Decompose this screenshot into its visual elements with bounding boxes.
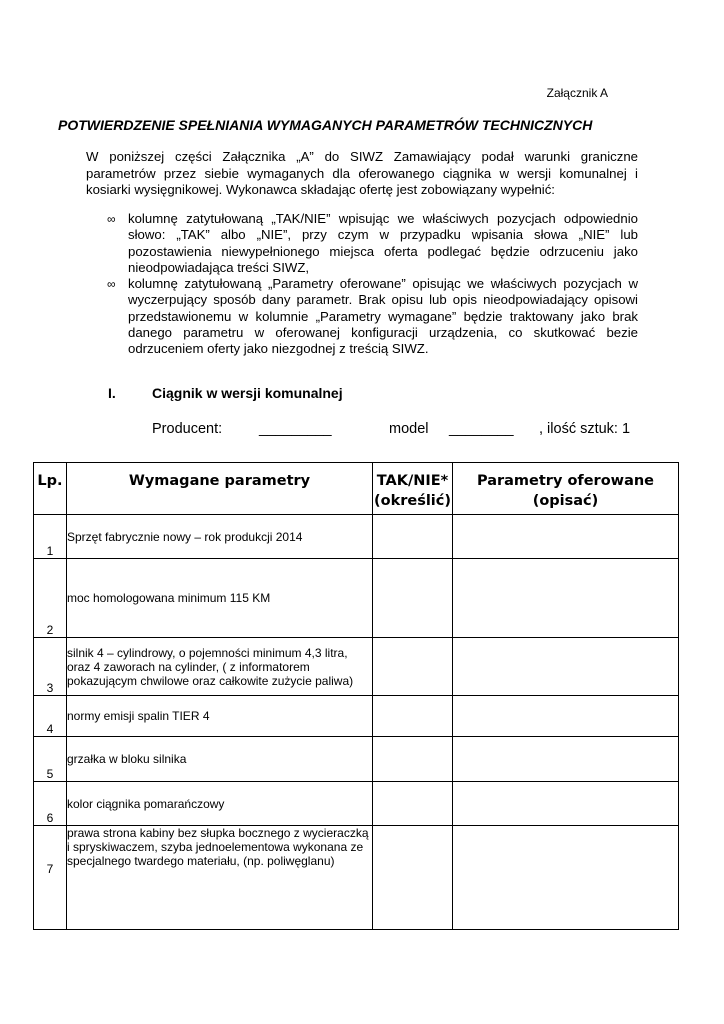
tak-nie-cell[interactable] bbox=[373, 737, 453, 782]
offered-param-cell[interactable] bbox=[453, 737, 679, 782]
required-param: grzałka w bloku silnika bbox=[67, 737, 373, 782]
tak-nie-cell[interactable] bbox=[373, 782, 453, 826]
table-row bbox=[34, 737, 679, 782]
list-item bbox=[107, 211, 638, 276]
table-row bbox=[34, 638, 679, 696]
infinity-bullet-icon: ∞ bbox=[107, 277, 116, 292]
row-number: 3 bbox=[34, 638, 67, 696]
row-number: 1 bbox=[34, 515, 67, 559]
table-header-row bbox=[34, 463, 679, 515]
producer-label: Producent: bbox=[152, 421, 223, 437]
offered-param-cell[interactable] bbox=[453, 782, 679, 826]
table-row bbox=[34, 826, 679, 930]
producer-field[interactable]: _________ bbox=[259, 421, 332, 437]
row-number: 6 bbox=[34, 782, 67, 826]
instruction-list bbox=[107, 211, 638, 358]
tak-nie-cell[interactable] bbox=[373, 638, 453, 696]
annex-label: Załącznik A bbox=[546, 86, 608, 100]
tak-nie-cell[interactable] bbox=[373, 559, 453, 638]
offered-param-cell[interactable] bbox=[453, 515, 679, 559]
quantity-label: , ilość sztuk: 1 bbox=[539, 421, 631, 437]
table-row bbox=[34, 696, 679, 737]
tak-nie-cell[interactable] bbox=[373, 826, 453, 930]
required-param: silnik 4 – cylindrowy, o pojemności minimum 4,3 litra, oraz 4 zaworach na cylinder, ( z informatorem pokazującym chwilowe oraz całkowite zużycie paliwa) bbox=[67, 638, 373, 696]
offered-param-cell[interactable] bbox=[453, 696, 679, 737]
section-number: I. bbox=[108, 385, 116, 401]
required-param: normy emisji spalin TIER 4 bbox=[67, 696, 373, 737]
list-item bbox=[107, 276, 638, 357]
header-lp: Lp. bbox=[34, 463, 67, 515]
model-label: model bbox=[389, 421, 429, 437]
bullet-text: kolumnę zatytułowaną „TAK/NIE” wpisując we właściwych pozycjach odpowiednio słowo: „TAK” albo „NIE”, przy czym w przypadku wpisania słowa „NIE” lub pozostawienia niewypełnionego miejsca oferta podlegać będzie odrzuceniu jako nieodpowiadająca treści SIWZ, bbox=[128, 211, 638, 275]
offered-param-cell[interactable] bbox=[453, 826, 679, 930]
producer-row bbox=[152, 421, 652, 441]
intro-paragraph: W poniższej części Załącznika „A” do SIWZ Zamawiający podał warunki graniczne parametrów przez siebie wymaganych dla oferowanego ciągnika w wersji komunalnej i kosiarki wysięgnikowej. Wykonawca składając ofertę jest zobowiązany wypełnić: bbox=[86, 149, 638, 197]
row-number: 4 bbox=[34, 696, 67, 737]
bullet-text: kolumnę zatytułowaną „Parametry oferowane” opisując we właściwych pozycjach w wyczerpujący sposób dany parametr. Brak opisu lub opis nieodpowiadający opisowi przedstawionemu w kolumnie „Parametry wymagane” będzie traktowany jako brak danego parametru w oferowanej konfiguracji urządzenia, co skutkować bezie odrzuceniem oferty jako niezgodnej z treścią SIWZ. bbox=[128, 276, 638, 357]
parameters-table bbox=[33, 462, 679, 930]
document-title: POTWIERDZENIE SPEŁNIANIA WYMAGANYCH PARAMETRÓW TECHNICZNYCH bbox=[58, 117, 593, 133]
required-param: moc homologowana minimum 115 KM bbox=[67, 559, 373, 638]
header-offered-params: Parametry oferowane (opisać) bbox=[453, 463, 679, 515]
table-row bbox=[34, 559, 679, 638]
header-tak-nie: TAK/NIE* (określić) bbox=[373, 463, 453, 515]
infinity-bullet-icon: ∞ bbox=[107, 212, 116, 226]
required-param: prawa strona kabiny bez słupka bocznego z wycieraczką i spryskiwaczem, szyba jednoelementowa wykonana ze specjalnego twardego materiału, (np. poliwęglanu) bbox=[67, 826, 373, 930]
required-param: Sprzęt fabrycznie nowy – rok produkcji 2014 bbox=[67, 515, 373, 559]
offered-param-cell[interactable] bbox=[453, 559, 679, 638]
row-number: 2 bbox=[34, 559, 67, 638]
tak-nie-cell[interactable] bbox=[373, 696, 453, 737]
table-row bbox=[34, 515, 679, 559]
header-required-params: Wymagane parametry bbox=[67, 463, 373, 515]
required-param: kolor ciągnika pomarańczowy bbox=[67, 782, 373, 826]
tak-nie-cell[interactable] bbox=[373, 515, 453, 559]
model-field[interactable]: ________ bbox=[449, 421, 514, 437]
row-number: 5 bbox=[34, 737, 67, 782]
section-title: Ciągnik w wersji komunalnej bbox=[152, 385, 343, 401]
row-number: 7 bbox=[34, 826, 67, 930]
offered-param-cell[interactable] bbox=[453, 638, 679, 696]
table-row bbox=[34, 782, 679, 826]
